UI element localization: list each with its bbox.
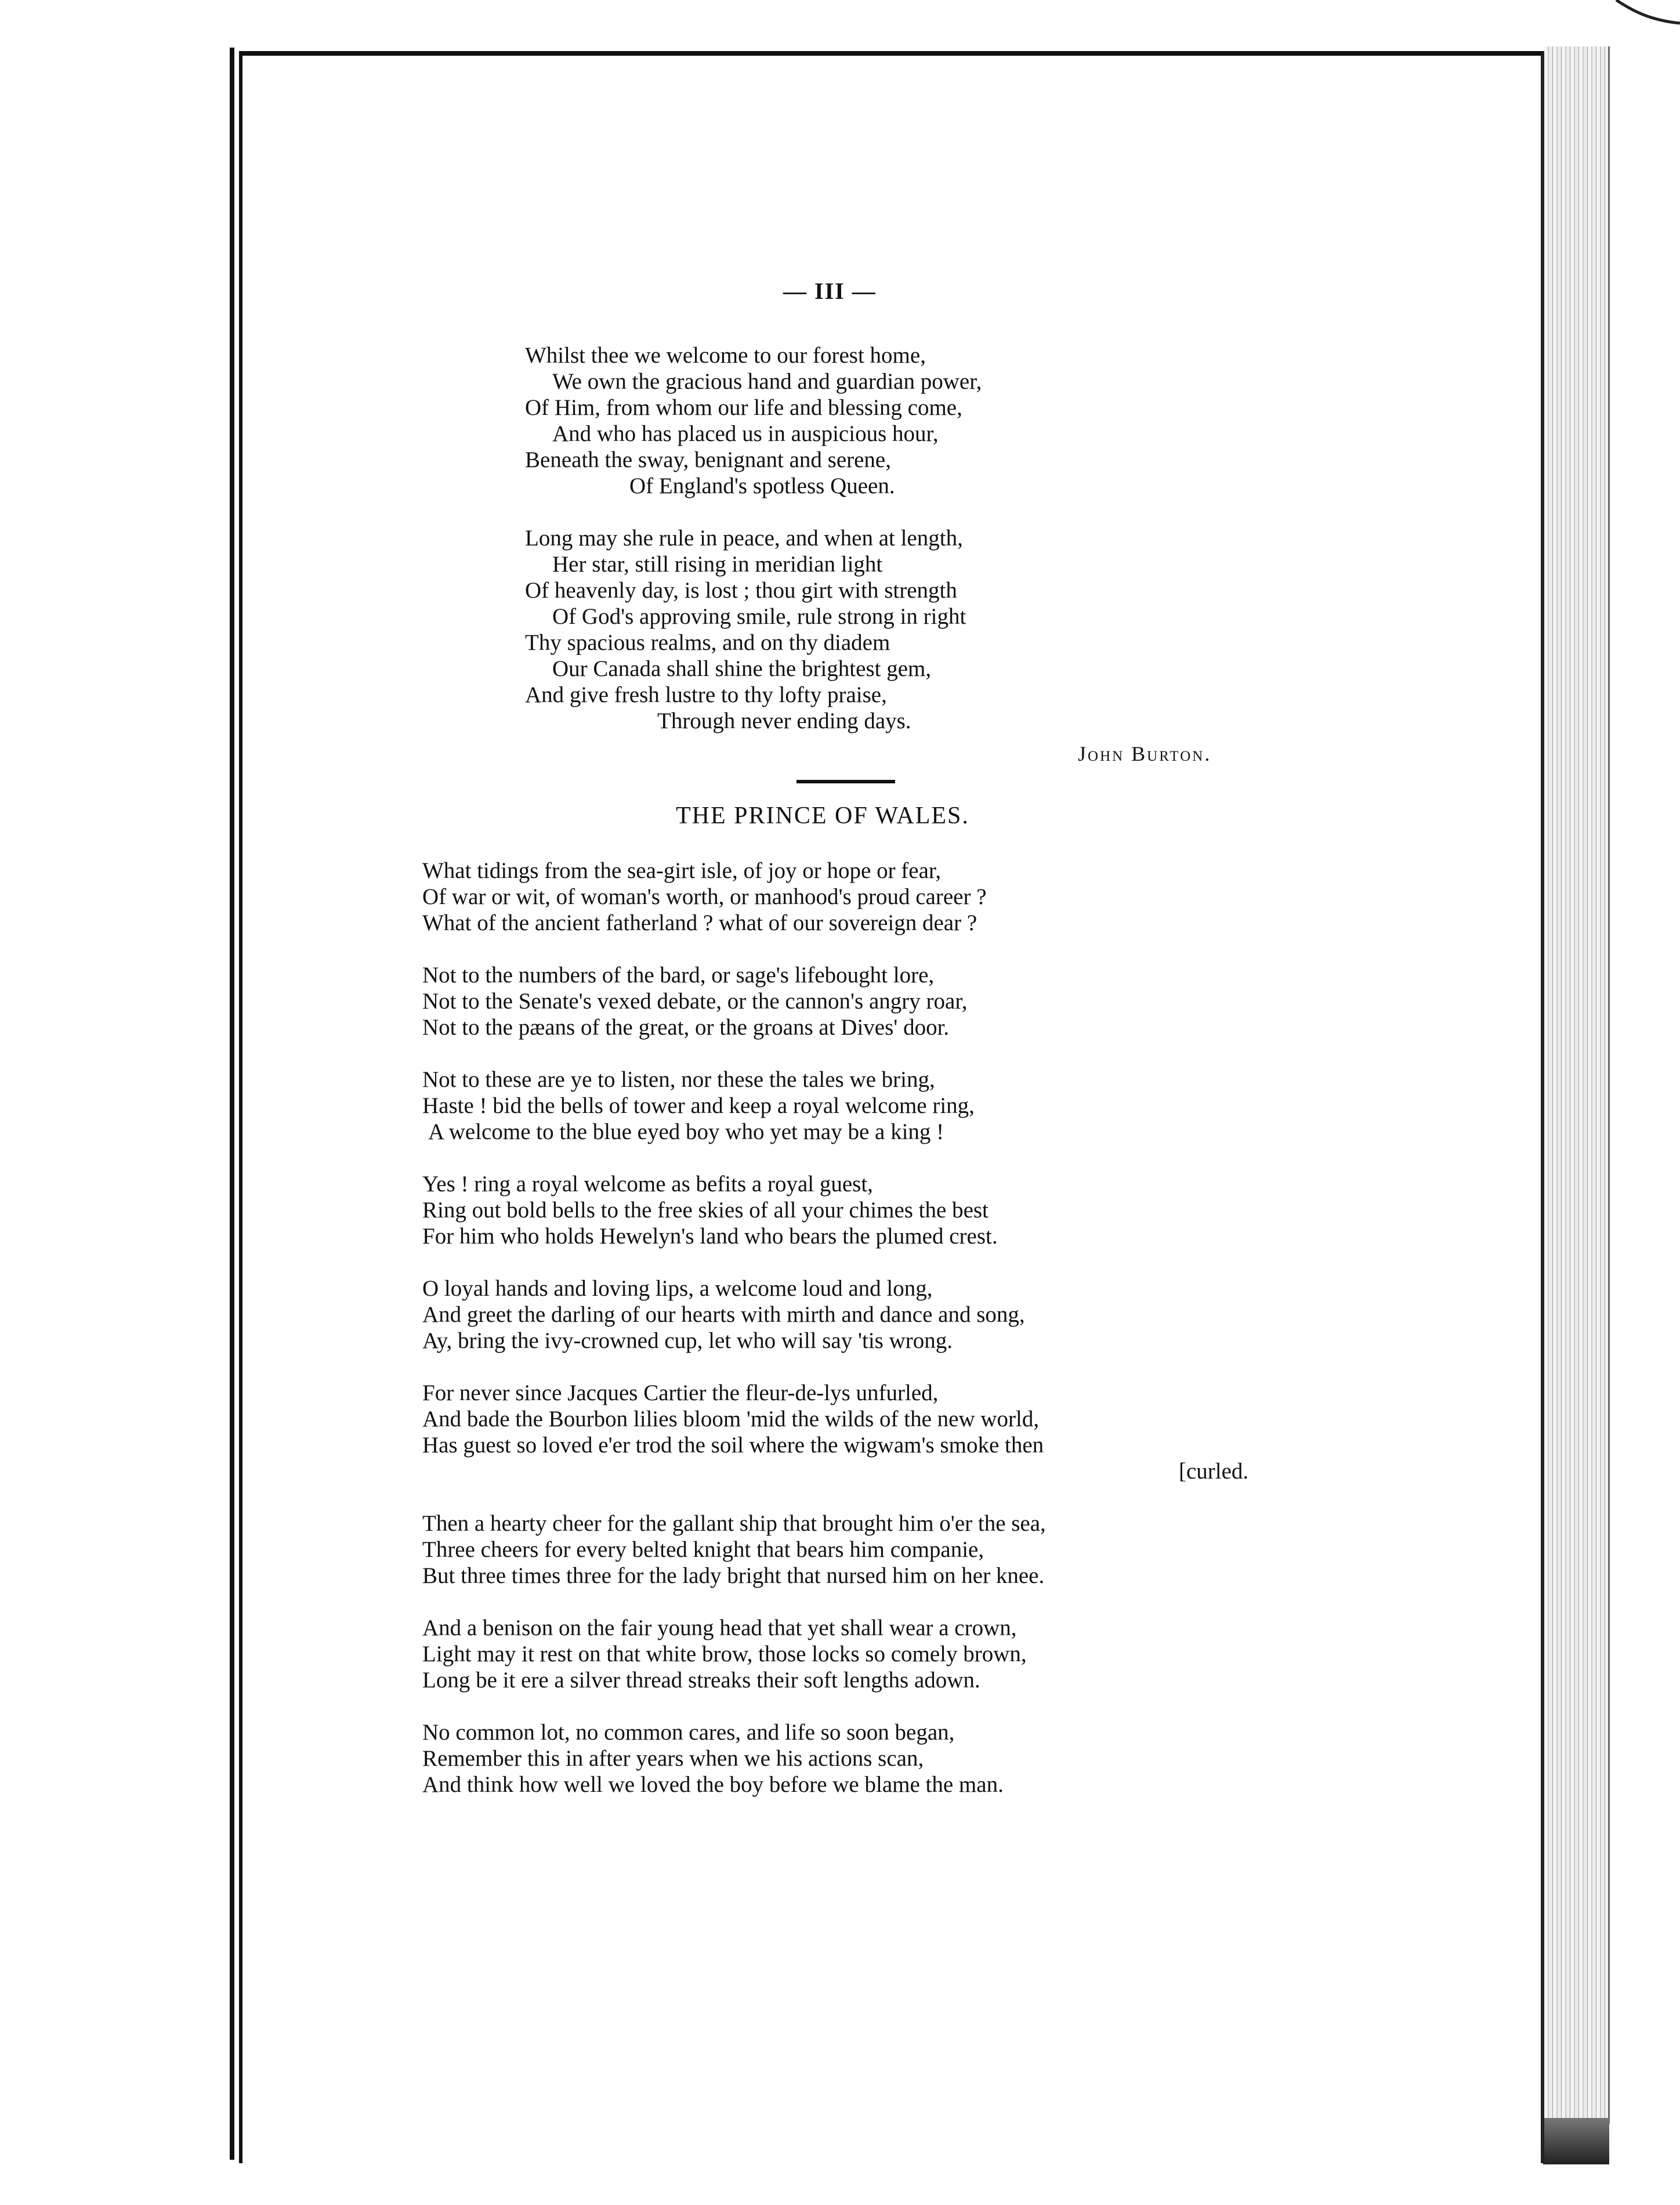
poem-line: Has guest so loved e'er trod the soil where the wigwam's smoke then [422,1433,1044,1458]
poem-line: Not to the pæans of the great, or the groans at Dives' door. [422,1015,950,1040]
poem-line: Long be it ere a silver thread streaks their soft lengths adown. [422,1668,980,1693]
poem-line: And who has placed us in auspicious hour, [552,421,939,446]
poem-line: And a benison on the fair young head that yet shall wear a crown, [422,1615,1017,1640]
poem-line: Of heavenly day, is lost ; thou girt with strength [525,578,957,603]
poem-line: Of God's approving smile, rule strong in right [552,604,966,629]
page-number: — III — [783,278,877,304]
section-divider [796,780,895,783]
poem-line: What tidings from the sea-girt isle, of joy or hope or fear, [422,858,942,883]
poem-line: Of England's spotless Queen. [629,473,895,498]
scan-corner-mark [1610,0,1680,35]
poem-line: Not to these are ye to listen, nor these the tales we bring, [422,1067,935,1092]
poem-line: And give fresh lustre to thy lofty praise, [525,682,887,707]
poem-title: THE PRINCE OF WALES. [676,803,969,829]
poem-line: For never since Jacques Cartier the fleur-de-lys unfurled, [422,1380,939,1405]
poem-line: Not to the Senate's vexed debate, or the cannon's angry roar, [422,989,968,1014]
poem-line: Through never ending days. [657,709,911,733]
poem-line: Then a hearty cheer for the gallant ship that brought him o'er the sea, [422,1511,1046,1536]
poem-line: No common lot, no common cares, and life so soon began, [422,1720,955,1745]
poem-line: And bade the Bourbon lilies bloom 'mid the wilds of the new world, [422,1407,1040,1432]
poem-line: A welcome to the blue eyed boy who yet may be a king ! [428,1119,944,1144]
poem-line: And think how well we loved the boy before we blame the man. [422,1772,1004,1797]
poem-line: Three cheers for every belted knight that bears him companie, [422,1537,984,1562]
poem-line: O loyal hands and loving lips, a welcome loud and long, [422,1276,933,1301]
poem-line: [curled. [1179,1459,1249,1484]
facing-page-edge [0,48,234,2160]
poem-line: And greet the darling of our hearts with mirth and dance and song, [422,1302,1025,1327]
poem-line: Beneath the sway, benignant and serene, [525,447,891,472]
poem-line: Not to the numbers of the bard, or sage's lifebought lore, [422,963,935,988]
poem-line: For him who holds Hewelyn's land who bears the plumed crest. [422,1224,998,1249]
poem-line: Whilst thee we welcome to our forest home, [525,343,926,368]
poem-line: Ay, bring the ivy-crowned cup, let who will say 'tis wrong. [422,1328,953,1353]
poem-line: Of Him, from whom our life and blessing come, [525,395,962,420]
poem-author: John Burton. [1078,742,1212,765]
poem-line: Of war or wit, of woman's worth, or manhood's proud career ? [422,884,987,909]
poem-line: But three times three for the lady bright that nursed him on her knee. [422,1563,1045,1588]
poem-line: Remember this in after years when we his actions scan, [422,1746,924,1771]
poem-line: Our Canada shall shine the brightest gem, [552,656,932,681]
poem-line: Thy spacious realms, and on thy diadem [525,630,890,655]
poem-line: Yes ! ring a royal welcome as befits a royal guest, [422,1172,873,1197]
poem-line: Her star, still rising in meridian light [552,552,883,577]
poem-line: Haste ! bid the bells of tower and keep a royal welcome ring, [422,1093,975,1118]
poem-line: Long may she rule in peace, and when at length, [525,526,963,551]
book-edge-shadow [1543,2118,1609,2164]
poem-line: Light may it rest on that white brow, those locks so comely brown, [422,1642,1027,1667]
book-page-edges [1544,46,1610,2124]
poem-line: We own the gracious hand and guardian power, [552,369,982,394]
poem-line: What of the ancient fatherland ? what of our sovereign dear ? [422,910,977,935]
poem-line: Ring out bold bells to the free skies of all your chimes the best [422,1198,989,1223]
